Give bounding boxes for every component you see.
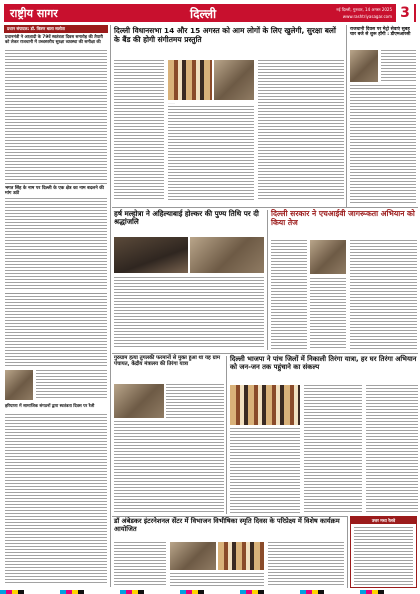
bottom-headline: डॉ अंबेडकर इंटरनेशनल सेंटर में विभाजन विभीषिका स्मृति दिवस के परिप्रेक्ष्य में विशेष कार्यक्रम आयोजित <box>114 517 340 533</box>
top-right-body-2 <box>350 85 416 205</box>
top-story-headline: दिल्ली विधानसभा 14 और 15 अगस्त को आम लोगों के लिए खुलेगी, सुरक्षा बलों के बैंड की होगी संगीतमय प्रस्तुति <box>114 26 336 44</box>
left-photo <box>5 370 33 400</box>
masthead <box>4 4 416 22</box>
lower-left-body-2 <box>114 421 224 513</box>
section-title: दिल्ली <box>190 7 217 21</box>
left-body-text-5 <box>5 414 107 584</box>
left-body-text-2 <box>5 198 107 290</box>
lower-center-headline: दिल्ली भाजपा ने पांच जिलों में निकाली तिरंगा यात्रा, हर घर तिरंगा अभियान को जन-जन तक पहुंचाने का संकल्प <box>230 355 417 371</box>
page-number: 3 <box>396 4 414 22</box>
lower-center-body-3 <box>366 385 418 513</box>
left-body-text-1 <box>5 50 107 180</box>
middle-right-body-2 <box>310 278 346 350</box>
bottom-photo-1 <box>170 542 216 570</box>
top-right-photo <box>350 50 378 82</box>
lower-left-headline: गुरुग्राम हत्या तुगलकी फरमानों से मुक्त हुआ था यह ग्राम पंचायत, केंद्रीय मंत्रालय की तिरंगा यात्रा <box>114 355 220 367</box>
top-right-headline: राजधानी दिवस पर मेट्रो सेवाएं सुबह चार बजे से शुरू होंगी : डीएमआरसी <box>350 27 411 38</box>
left-headline-1: प्रधानमंत्री ने आज़ादी के 79वें स्वतंत्रता दिवस समारोह की तैयारी को लेकर राजधानी में उच्चस्तरीय सुरक्षा व्यवस्था की समीक्षा की <box>5 34 103 44</box>
top-story-body-mid <box>168 106 254 200</box>
lower-center-body-2 <box>304 385 362 513</box>
classified-title: उत्तर मध्य रेलवे <box>351 517 416 524</box>
issue-date: नई दिल्ली, गुरुवार, 14 अगस्त 2025 <box>336 7 392 12</box>
classified-body <box>354 527 413 585</box>
top-story-body-left <box>114 60 164 200</box>
middle-right-photo <box>310 240 346 274</box>
lower-center-photo <box>230 385 300 425</box>
classified-box <box>350 516 417 588</box>
top-story-photo-2 <box>214 60 254 100</box>
middle-left-body <box>114 277 264 349</box>
top-story-caption: ······· <box>168 101 175 105</box>
bottom-body-2 <box>170 573 264 586</box>
left-headline-3: हरियाणा में सामाजिक संगठनों द्वारा स्वतंत्रता दिवस पर रैली <box>5 403 95 408</box>
left-column-title-bar <box>4 25 108 33</box>
top-story-body-right <box>258 60 344 200</box>
middle-left-photo-2 <box>190 237 264 273</box>
middle-left-headline: हर्ष मल्होत्रा ने अहिल्याबाई होल्कर की पुण्य तिथि पर दी श्रद्धांजलि <box>114 209 259 227</box>
website[interactable]: www.rashtriyasagar.com <box>342 14 392 19</box>
left-body-text-3 <box>5 296 107 366</box>
lower-center-body-1 <box>230 428 300 513</box>
middle-right-body-1 <box>271 240 307 350</box>
color-registration-bar <box>0 590 420 594</box>
middle-right-headline: दिल्ली सरकार ने एचआईवी जागरूकता अभियान को किया तेज <box>271 209 415 227</box>
top-story-photo-1 <box>168 60 212 100</box>
left-headline-2: भगत सिंह के नाम पर दिल्ली के एक क्षेत्र का नाम बदलने की मांग उठी <box>5 186 104 197</box>
bottom-body-3 <box>268 542 344 586</box>
brand-name: राष्ट्रीय सागर <box>10 7 58 20</box>
left-body-text-4 <box>36 370 107 400</box>
lower-left-photo <box>114 384 164 418</box>
bottom-photo-2 <box>218 542 264 570</box>
bottom-body-1 <box>114 542 166 586</box>
top-right-body-1 <box>381 50 416 82</box>
middle-right-body-3 <box>350 240 417 350</box>
left-column-title: प्रधान संपादक: डॉ. किरण बाला सलोता <box>7 26 65 31</box>
middle-left-photo-1 <box>114 237 188 273</box>
lower-left-body-1 <box>166 384 224 418</box>
